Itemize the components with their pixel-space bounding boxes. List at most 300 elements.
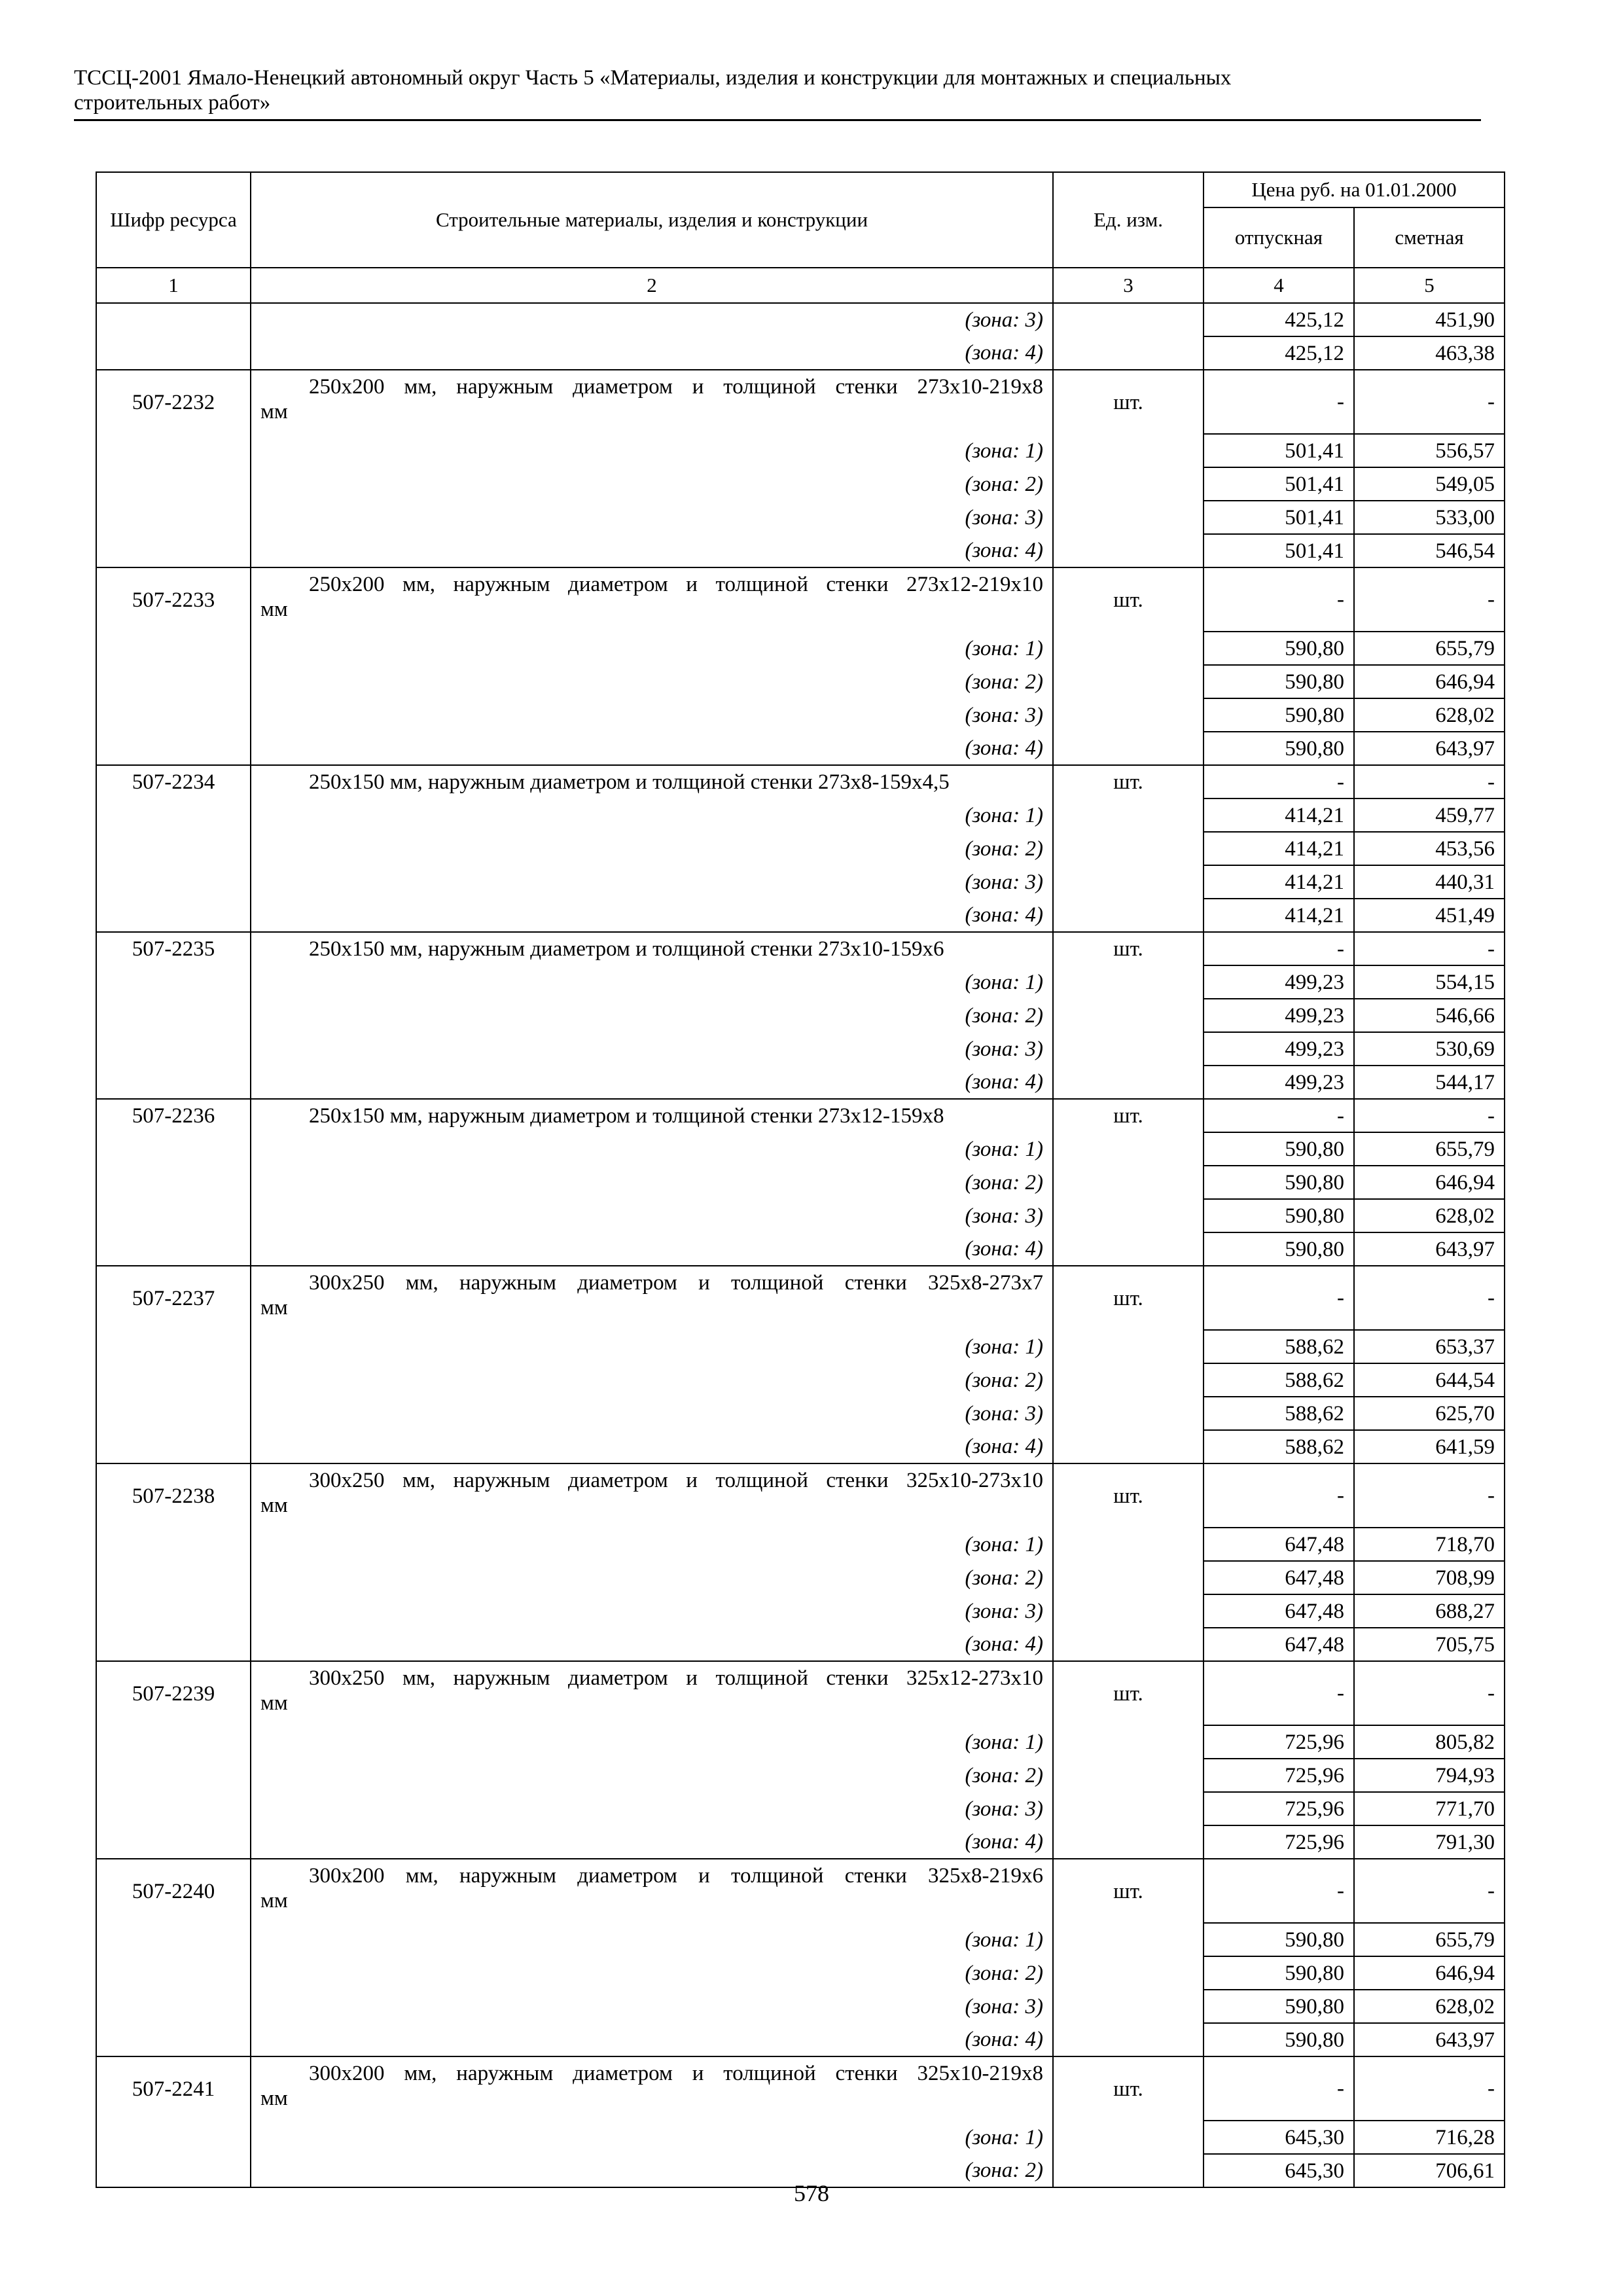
zone-row [96, 2023, 1505, 2056]
unit-cell-empty [1053, 2023, 1204, 2056]
estimate-price: 794,93 [1354, 1759, 1505, 1792]
code-cell-empty [96, 1923, 251, 1956]
estimate-price: 655,79 [1354, 1132, 1505, 1166]
zone-label: (зона: 3) [251, 698, 1053, 732]
unit-cell-empty [1053, 1232, 1204, 1266]
release-price: - [1204, 2056, 1354, 2121]
release-price: 647,48 [1204, 1528, 1354, 1561]
code-cell-empty [96, 1628, 251, 1661]
material-description [251, 1859, 1053, 1923]
estimate-price: 655,79 [1354, 1923, 1505, 1956]
unit-cell-empty [1053, 1725, 1204, 1759]
estimate-price: 643,97 [1354, 2023, 1505, 2056]
unit-cell-empty [1053, 732, 1204, 765]
zone-label: (зона: 1) [251, 632, 1053, 665]
zone-row [96, 467, 1505, 501]
zone-row [96, 1132, 1505, 1166]
zone-row [96, 1363, 1505, 1397]
zone-row [96, 1232, 1505, 1266]
code-cell-empty [96, 1528, 251, 1561]
code-cell-empty [96, 865, 251, 899]
release-price: 725,96 [1204, 1759, 1354, 1792]
code-cell-empty [96, 1032, 251, 1066]
unit-cell-empty [1053, 1759, 1204, 1792]
zone-label: (зона: 2) [251, 1363, 1053, 1397]
document-header [74, 65, 1481, 115]
unit-cell-empty [1053, 1792, 1204, 1825]
estimate-price: 530,69 [1354, 1032, 1505, 1066]
code-cell-empty [96, 698, 251, 732]
unit-cell-empty [1053, 1066, 1204, 1099]
release-price: - [1204, 1661, 1354, 1725]
estimate-price: 643,97 [1354, 732, 1505, 765]
release-price: 590,80 [1204, 1132, 1354, 1166]
zone-label: (зона: 3) [251, 1792, 1053, 1825]
estimate-price: 718,70 [1354, 1528, 1505, 1561]
resource-code: 507-2237 [96, 1266, 251, 1330]
resource-code: 507-2240 [96, 1859, 251, 1923]
zone-label: (зона: 2) [251, 1956, 1053, 1990]
release-price: 588,62 [1204, 1397, 1354, 1430]
description-line-2: мм [260, 1494, 288, 1517]
unit-cell-empty [1053, 899, 1204, 932]
unit-of-measure: шт. [1053, 1661, 1204, 1725]
zone-label: (зона: 2) [251, 1759, 1053, 1792]
zone-label: (зона: 4) [251, 336, 1053, 370]
description-line-2: мм [260, 1889, 288, 1912]
description-line-1: 250х200 мм, наружным диаметром и толщиной стенки 273х12-219х10 [309, 573, 1043, 596]
release-price: 590,80 [1204, 1199, 1354, 1232]
code-cell-empty [96, 999, 251, 1032]
release-price: 647,48 [1204, 1561, 1354, 1594]
zone-row [96, 1759, 1505, 1792]
zone-label: (зона: 4) [251, 1232, 1053, 1266]
table-row [96, 1859, 1505, 1923]
code-cell-empty [96, 534, 251, 567]
column-number: 4 [1204, 268, 1354, 303]
material-description [251, 765, 1053, 798]
code-cell-empty [96, 467, 251, 501]
zone-label: (зона: 1) [251, 1330, 1053, 1363]
description-line-1: 300х250 мм, наружным диаметром и толщиной стенки 325х8-273х7 [309, 1271, 1043, 1295]
column-header-estimate-price: сметная [1354, 207, 1505, 268]
table-row [96, 1099, 1505, 1132]
zone-row [96, 2121, 1505, 2154]
code-cell-empty [96, 1990, 251, 2023]
code-cell-empty [96, 832, 251, 865]
material-description [251, 1463, 1053, 1528]
estimate-price: 655,79 [1354, 632, 1505, 665]
table-row [96, 370, 1505, 434]
estimate-price: - [1354, 1463, 1505, 1528]
zone-label: (зона: 2) [251, 832, 1053, 865]
release-price: - [1204, 1099, 1354, 1132]
unit-cell-empty [1053, 1032, 1204, 1066]
unit-cell-empty [1053, 798, 1204, 832]
code-cell-empty [96, 899, 251, 932]
zone-row [96, 501, 1505, 534]
release-price: 501,41 [1204, 434, 1354, 467]
code-cell-empty [96, 1725, 251, 1759]
description-line-1: 300х250 мм, наружным диаметром и толщиной стенки 325х10-273х10 [309, 1469, 1043, 1492]
zone-row [96, 1166, 1505, 1199]
zone-row [96, 965, 1505, 999]
description-line-2: мм [260, 1296, 288, 1319]
release-price: 414,21 [1204, 899, 1354, 932]
estimate-price: 706,61 [1354, 2154, 1505, 2187]
unit-of-measure: шт. [1053, 1859, 1204, 1923]
unit-cell-empty [1053, 1132, 1204, 1166]
material-description [251, 1661, 1053, 1725]
zone-label: (зона: 3) [251, 501, 1053, 534]
zone-row [96, 865, 1505, 899]
header-line-1: ТССЦ-2001 Ямало-Ненецкий автономный округ Часть 5 «Материалы, изделия и конструкции для монтажных и специальных [74, 66, 1232, 90]
zone-label: (зона: 1) [251, 1923, 1053, 1956]
code-cell-empty [96, 1792, 251, 1825]
unit-cell-empty [1053, 832, 1204, 865]
zone-row [96, 1923, 1505, 1956]
release-price: 499,23 [1204, 965, 1354, 999]
resource-code: 507-2238 [96, 1463, 251, 1528]
code-cell-empty [96, 1363, 251, 1397]
code-cell-empty [96, 965, 251, 999]
unit-of-measure: шт. [1053, 1266, 1204, 1330]
release-price: 501,41 [1204, 534, 1354, 567]
zone-label: (зона: 1) [251, 1725, 1053, 1759]
code-cell-empty [96, 732, 251, 765]
code-cell-empty [96, 1132, 251, 1166]
zone-label: (зона: 4) [251, 1825, 1053, 1859]
release-price: 425,12 [1204, 336, 1354, 370]
unit-cell-empty [1053, 632, 1204, 665]
description-line-1: 300х250 мм, наружным диаметром и толщиной стенки 325х12-273х10 [309, 1666, 1043, 1690]
unit-cell-empty [1053, 336, 1204, 370]
material-description [251, 567, 1053, 632]
zone-label: (зона: 4) [251, 2023, 1053, 2056]
description-line-1: 300х200 мм, наружным диаметром и толщиной стенки 325х10-219х8 [309, 2062, 1043, 2085]
release-price: - [1204, 1266, 1354, 1330]
resource-code: 507-2241 [96, 2056, 251, 2121]
header-line-2: строительных работ» [74, 91, 271, 115]
estimate-price: - [1354, 1099, 1505, 1132]
release-price: 647,48 [1204, 1594, 1354, 1628]
unit-cell-empty [1053, 1430, 1204, 1463]
description-line-1: 250х150 мм, наружным диаметром и толщиной стенки 273х10-159х6 [309, 937, 944, 961]
code-cell-empty [96, 1561, 251, 1594]
zone-row [96, 665, 1505, 698]
description-line-2: мм [260, 2087, 288, 2110]
zone-row [96, 1330, 1505, 1363]
zone-row [96, 336, 1505, 370]
description-line-1: 250х200 мм, наружным диаметром и толщиной стенки 273х10-219х8 [309, 375, 1043, 399]
zone-row [96, 1199, 1505, 1232]
zone-label: (зона: 1) [251, 798, 1053, 832]
code-cell-empty [96, 1232, 251, 1266]
unit-cell-empty [1053, 1528, 1204, 1561]
release-price: 414,21 [1204, 832, 1354, 865]
release-price: 725,96 [1204, 1792, 1354, 1825]
estimate-price: 646,94 [1354, 665, 1505, 698]
unit-cell-empty [1053, 865, 1204, 899]
release-price: 588,62 [1204, 1430, 1354, 1463]
release-price: 588,62 [1204, 1330, 1354, 1363]
zone-label: (зона: 4) [251, 899, 1053, 932]
description-line-1: 300х200 мм, наружным диаметром и толщиной стенки 325х8-219х6 [309, 1864, 1043, 1888]
table-row [96, 1661, 1505, 1725]
table-row [96, 567, 1505, 632]
zone-row [96, 999, 1505, 1032]
unit-of-measure: шт. [1053, 1099, 1204, 1132]
unit-cell-empty [1053, 1199, 1204, 1232]
release-price: 501,41 [1204, 467, 1354, 501]
code-cell-empty [96, 632, 251, 665]
code-cell-empty [96, 1066, 251, 1099]
zone-label: (зона: 4) [251, 1628, 1053, 1661]
zone-label: (зона: 2) [251, 1166, 1053, 1199]
unit-cell-empty [1053, 1561, 1204, 1594]
resource-code: 507-2235 [96, 932, 251, 965]
code-cell-empty [96, 434, 251, 467]
release-price: 425,12 [1204, 303, 1354, 336]
column-number: 1 [96, 268, 251, 303]
material-description [251, 932, 1053, 965]
zone-label: (зона: 3) [251, 1990, 1053, 2023]
unit-cell-empty [1053, 999, 1204, 1032]
zone-label: (зона: 4) [251, 1066, 1053, 1099]
estimate-price: 546,66 [1354, 999, 1505, 1032]
estimate-price: 705,75 [1354, 1628, 1505, 1661]
estimate-price: 533,00 [1354, 501, 1505, 534]
unit-cell-empty [1053, 1956, 1204, 1990]
resource-code: 507-2234 [96, 765, 251, 798]
code-cell-empty [96, 1397, 251, 1430]
resource-code: 507-2233 [96, 567, 251, 632]
table-row [96, 765, 1505, 798]
unit-cell-empty [1053, 1825, 1204, 1859]
unit-cell-empty [1053, 965, 1204, 999]
code-cell-empty [96, 1330, 251, 1363]
release-price: 725,96 [1204, 1725, 1354, 1759]
zone-row [96, 303, 1505, 336]
release-price: 590,80 [1204, 665, 1354, 698]
unit-of-measure: шт. [1053, 932, 1204, 965]
estimate-price: 716,28 [1354, 2121, 1505, 2154]
estimate-price: 641,59 [1354, 1430, 1505, 1463]
zone-label: (зона: 2) [251, 999, 1053, 1032]
estimate-price: - [1354, 1266, 1505, 1330]
table-row [96, 932, 1505, 965]
zone-row [96, 1956, 1505, 1990]
code-cell-empty [96, 303, 251, 336]
zone-row [96, 1792, 1505, 1825]
release-price: 647,48 [1204, 1628, 1354, 1661]
resource-code: 507-2232 [96, 370, 251, 434]
release-price: 588,62 [1204, 1363, 1354, 1397]
zone-label: (зона: 3) [251, 1032, 1053, 1066]
estimate-price: 544,17 [1354, 1066, 1505, 1099]
description-line-2: мм [260, 400, 288, 423]
release-price: 590,80 [1204, 2023, 1354, 2056]
release-price: - [1204, 765, 1354, 798]
unit-of-measure: шт. [1053, 1463, 1204, 1528]
zone-row [96, 1032, 1505, 1066]
zone-label: (зона: 3) [251, 303, 1053, 336]
estimate-price: 644,54 [1354, 1363, 1505, 1397]
zone-row [96, 632, 1505, 665]
zone-row [96, 1594, 1505, 1628]
code-cell-empty [96, 1825, 251, 1859]
estimate-price: - [1354, 932, 1505, 965]
zone-row [96, 534, 1505, 567]
estimate-price: 646,94 [1354, 1956, 1505, 1990]
estimate-price: 805,82 [1354, 1725, 1505, 1759]
zone-row [96, 1528, 1505, 1561]
release-price: - [1204, 932, 1354, 965]
code-cell-empty [96, 336, 251, 370]
unit-cell-empty [1053, 1923, 1204, 1956]
estimate-price: 451,90 [1354, 303, 1505, 336]
description-line-2: мм [260, 598, 288, 621]
zone-label: (зона: 2) [251, 2154, 1053, 2187]
unit-cell-empty [1053, 1166, 1204, 1199]
table-header [96, 172, 1505, 303]
table-row [96, 1463, 1505, 1528]
estimate-price: 546,54 [1354, 534, 1505, 567]
release-price: - [1204, 370, 1354, 434]
code-cell-empty [96, 1199, 251, 1232]
zone-label: (зона: 2) [251, 1561, 1053, 1594]
column-header-code: Шифр ресурса [96, 172, 251, 268]
code-cell-empty [96, 1430, 251, 1463]
estimate-price: 646,94 [1354, 1166, 1505, 1199]
estimate-price: - [1354, 765, 1505, 798]
unit-of-measure: шт. [1053, 765, 1204, 798]
estimate-price: - [1354, 1859, 1505, 1923]
unit-cell-empty [1053, 1397, 1204, 1430]
unit-cell-empty [1053, 303, 1204, 336]
release-price: 590,80 [1204, 1166, 1354, 1199]
release-price: 645,30 [1204, 2121, 1354, 2154]
zone-label: (зона: 1) [251, 434, 1053, 467]
zone-row [96, 732, 1505, 765]
zone-label: (зона: 2) [251, 665, 1053, 698]
estimate-price: 791,30 [1354, 1825, 1505, 1859]
zone-label: (зона: 3) [251, 1594, 1053, 1628]
estimate-price: - [1354, 567, 1505, 632]
unit-cell-empty [1053, 1330, 1204, 1363]
release-price: 725,96 [1204, 1825, 1354, 1859]
zone-label: (зона: 4) [251, 534, 1053, 567]
release-price: 590,80 [1204, 632, 1354, 665]
zone-row [96, 434, 1505, 467]
code-cell-empty [96, 1594, 251, 1628]
header-rule [74, 119, 1481, 121]
material-description [251, 1099, 1053, 1132]
estimate-price: 554,15 [1354, 965, 1505, 999]
unit-cell-empty [1053, 1363, 1204, 1397]
unit-of-measure: шт. [1053, 2056, 1204, 2121]
estimate-price: 628,02 [1354, 1990, 1505, 2023]
estimate-price: 628,02 [1354, 1199, 1505, 1232]
estimate-price: 653,37 [1354, 1330, 1505, 1363]
release-price: 414,21 [1204, 798, 1354, 832]
zone-label: (зона: 2) [251, 467, 1053, 501]
estimate-price: 628,02 [1354, 698, 1505, 732]
zone-label: (зона: 4) [251, 1430, 1053, 1463]
release-price: 590,80 [1204, 1956, 1354, 1990]
code-cell-empty [96, 1956, 251, 1990]
unit-cell-empty [1053, 665, 1204, 698]
release-price: 590,80 [1204, 1923, 1354, 1956]
unit-cell-empty [1053, 1594, 1204, 1628]
column-header-release-price: отпускная [1204, 207, 1354, 268]
estimate-price: 643,97 [1354, 1232, 1505, 1266]
estimate-price: 625,70 [1354, 1397, 1505, 1430]
table-body [96, 303, 1505, 2187]
release-price: 590,80 [1204, 1990, 1354, 2023]
estimate-price: 688,27 [1354, 1594, 1505, 1628]
column-number: 3 [1053, 268, 1204, 303]
description-line-2: мм [260, 1691, 288, 1715]
estimate-price: 556,57 [1354, 434, 1505, 467]
estimate-price: - [1354, 370, 1505, 434]
zone-row [96, 1066, 1505, 1099]
description-line-1: 250х150 мм, наружным диаметром и толщиной стенки 273х12-159х8 [309, 1104, 944, 1128]
unit-cell-empty [1053, 1990, 1204, 2023]
zone-row [96, 1628, 1505, 1661]
material-description [251, 1266, 1053, 1330]
page-number: 578 [794, 2180, 829, 2206]
release-price: 499,23 [1204, 999, 1354, 1032]
zone-label: (зона: 4) [251, 732, 1053, 765]
unit-cell-empty [1053, 434, 1204, 467]
price-table [96, 171, 1505, 2188]
release-price: - [1204, 567, 1354, 632]
zone-label: (зона: 3) [251, 865, 1053, 899]
code-cell-empty [96, 798, 251, 832]
zone-label: (зона: 1) [251, 2121, 1053, 2154]
estimate-price: 708,99 [1354, 1561, 1505, 1594]
unit-of-measure: шт. [1053, 370, 1204, 434]
code-cell-empty [96, 1759, 251, 1792]
resource-code: 507-2239 [96, 1661, 251, 1725]
zone-label: (зона: 1) [251, 1528, 1053, 1561]
code-cell-empty [96, 1166, 251, 1199]
estimate-price: 453,56 [1354, 832, 1505, 865]
zone-row [96, 1990, 1505, 2023]
zone-label: (зона: 3) [251, 1199, 1053, 1232]
material-description [251, 370, 1053, 434]
release-price: 499,23 [1204, 1032, 1354, 1066]
zone-row [96, 832, 1505, 865]
unit-cell-empty [1053, 698, 1204, 732]
column-header-unit: Ед. изм. [1053, 172, 1204, 268]
zone-row [96, 1725, 1505, 1759]
estimate-price: 463,38 [1354, 336, 1505, 370]
estimate-price: - [1354, 2056, 1505, 2121]
code-cell-empty [96, 2023, 251, 2056]
release-price: - [1204, 1859, 1354, 1923]
column-header-price-group: Цена руб. на 01.01.2000 [1204, 172, 1505, 207]
zone-row [96, 1561, 1505, 1594]
release-price: 414,21 [1204, 865, 1354, 899]
code-cell-empty [96, 501, 251, 534]
estimate-price: 771,70 [1354, 1792, 1505, 1825]
unit-cell-empty [1053, 534, 1204, 567]
release-price: 501,41 [1204, 501, 1354, 534]
zone-label: (зона: 3) [251, 1397, 1053, 1430]
table-row [96, 2056, 1505, 2121]
